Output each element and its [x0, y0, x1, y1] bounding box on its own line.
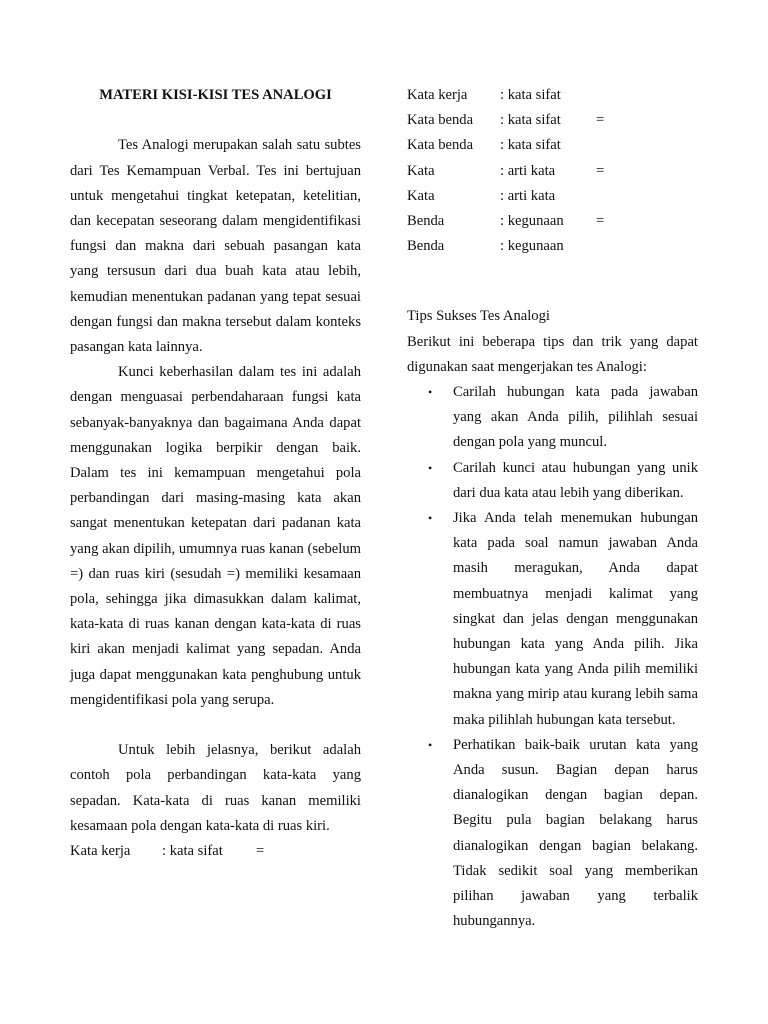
paragraph-key: Kunci keberhasilan dalam tes ini adalah dengan menguasai perbendaharaan fungsi kata sebanyak-banyaknya dan bagaimana Anda dapat menggunakan logika berpikir dengan baik. Dalam tes ini kemampuan mengetahui pola perbandingan dari masing-masing kata akan sangat menentukan ketepatan dari padanan kata yang akan dipilih, umumnya ruas kanan (sebelum =) dan ruas kiri (sesudah =) memiliki kesamaan pola, sehingga jika dimasukkan dalam kalimat, kata-kata di ruas kanan dengan kata-kata di ruas kiri akan menjadi kalimat yang sepadan. Anda juga dapat menggunakan kata penghubung untuk mengidentifikasi pola yang serupa.	[70, 364, 361, 708]
list-item	[407, 733, 698, 935]
pair-meaning: : kata sifat	[162, 843, 223, 860]
example-pair	[70, 839, 361, 864]
tip-text: Perhatikan baik-baik urutan kata yang Anda susun. Bagian depan harus dianalogikan dengan bagian depan. Begitu pula bagian belakang harus dianalogikan dengan bagian belakang. Tidak sedikit soal yang memberikan pilihan jawaban yang terbalik hubungannya.	[453, 736, 698, 930]
pair-word: Kata	[407, 187, 435, 204]
pair-row	[407, 133, 698, 158]
pair-row	[407, 108, 698, 133]
pair-word: Kata kerja	[407, 87, 468, 103]
left-column	[70, 83, 361, 864]
tips-heading: Tips Sukses Tes Analogi	[407, 308, 550, 325]
pair-row	[407, 159, 698, 184]
pair-meaning: : kata sifat	[500, 112, 561, 129]
spacer	[70, 713, 361, 738]
pair-meaning: : kata sifat	[500, 87, 561, 103]
tip-text: Carilah hubungan kata pada jawaban yang akan Anda pilih, pilihlah sesuai dengan pola yang muncul.	[453, 384, 698, 451]
pair-word: Kata benda	[407, 112, 474, 129]
pair-equals: =	[596, 112, 605, 129]
pair-equals: =	[596, 162, 605, 179]
tips-list	[407, 380, 698, 934]
pair-word: Kata	[407, 162, 435, 179]
bullet-icon: •	[428, 737, 433, 752]
pair-word: Benda	[407, 213, 445, 230]
pair-word: Kata benda	[407, 137, 474, 154]
right-column	[407, 83, 698, 935]
document-title: MATERI KISI-KISI TES ANALOGI	[99, 87, 332, 103]
pair-meaning: : arti kata	[500, 162, 556, 179]
pair-row	[407, 234, 698, 259]
pair-word: Kata kerja	[70, 843, 131, 860]
pair-word: Benda	[407, 238, 445, 255]
list-item	[407, 380, 698, 456]
pair-row	[407, 83, 698, 108]
pair-meaning: : kegunaan	[500, 213, 564, 230]
pair-meaning: : arti kata	[500, 187, 556, 204]
tip-text: Carilah kunci atau hubungan yang unik dari dua kata atau lebih yang diberikan.	[453, 459, 698, 501]
pair-row	[407, 209, 698, 234]
list-item	[407, 456, 698, 506]
pair-meaning: : kegunaan	[500, 238, 564, 255]
tips-intro: Berikut ini beberapa tips dan trik yang dapat digunakan saat mengerjakan tes Analogi:	[407, 333, 698, 375]
pair-equals: =	[256, 843, 265, 860]
bullet-icon: •	[428, 385, 433, 400]
pair-meaning: : kata sifat	[500, 137, 561, 154]
pairs-list	[407, 83, 698, 259]
spacer	[407, 259, 698, 304]
paragraph-example-intro: Untuk lebih jelasnya, berikut adalah contoh pola perbandingan kata-kata yang sepadan. Kata-kata di ruas kanan memiliki kesamaan pola dengan kata-kata di ruas kiri.	[70, 742, 361, 834]
pair-equals: =	[596, 213, 605, 230]
list-item	[407, 506, 698, 733]
bullet-icon: •	[428, 460, 433, 475]
paragraph-intro: Tes Analogi merupakan salah satu subtes dari Tes Kemampuan Verbal. Tes ini bertujuan untuk mengetahui tingkat ketepatan, ketelitian, dan kecepatan seseorang dalam mengidentifikasi fungsi dan makna dari sebuah pasangan kata yang tersusun dari dua buah kata atau lebih, kemudian menentukan padanan yang tepat sesuai dengan fungsi dan makna tersebut dalam konteks pasangan kata lainnya.	[70, 137, 361, 356]
tip-text: Jika Anda telah menemukan hubungan kata pada soal namun jawaban Anda masih meragukan, Anda dapat membuatnya menjadi kalimat yang singkat dan jelas dengan menggunakan hubungan kata yang Anda pilih. Jika hubungan kata yang Anda pilih memiliki makna yang mirip atau kurang lebih sama maka pilihlah hubungan kata tersebut.	[453, 510, 698, 728]
bullet-icon: •	[428, 511, 433, 526]
pair-row	[407, 184, 698, 209]
spacer	[70, 108, 361, 133]
